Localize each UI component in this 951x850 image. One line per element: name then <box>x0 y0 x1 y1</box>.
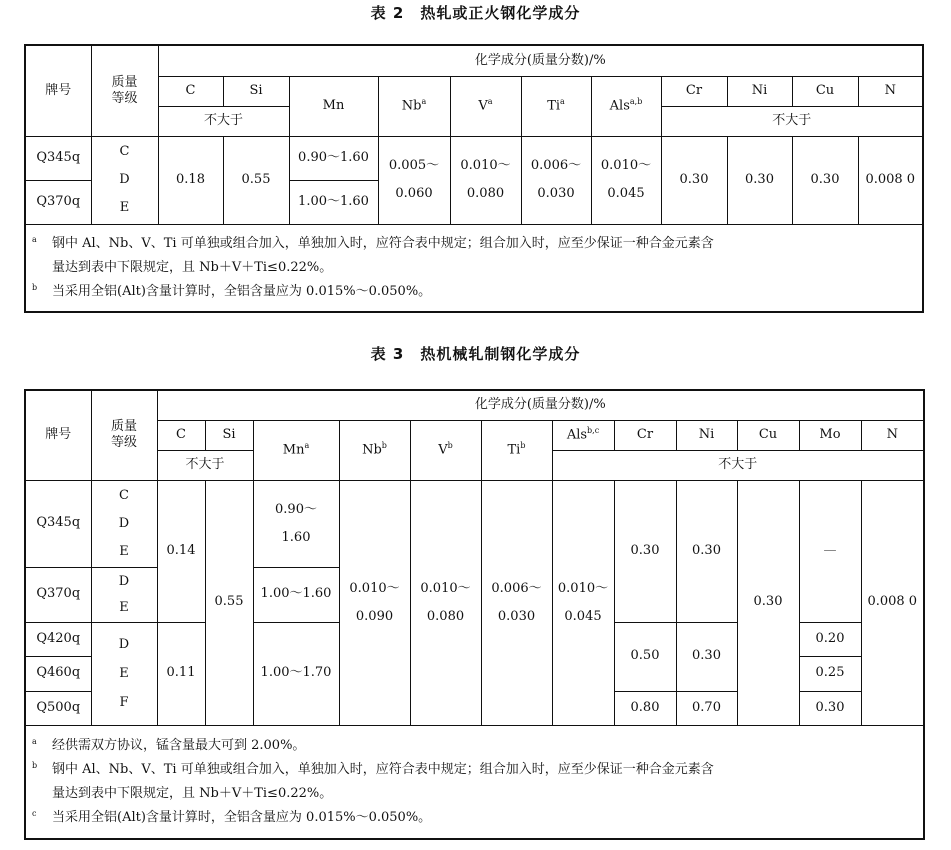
grade-header: 牌号 <box>25 390 91 480</box>
note-line: 量达到表中下限规定，且 Nb＋V＋Ti≤0.22%。 <box>52 785 333 801</box>
col-als: Als$^{b,c}$ <box>552 420 614 450</box>
value-cell: 0.30 <box>676 480 737 622</box>
grade-cell: Q500q <box>25 691 91 725</box>
value-cell: 0.20 <box>799 622 861 656</box>
col-ti: Ti$^a$ <box>521 76 591 136</box>
col-cu: Cu <box>737 420 799 450</box>
value-cell: 0.010～ 0.080 <box>410 480 481 725</box>
col-ti: Ti$^b$ <box>481 420 552 480</box>
value-cell: 0.30 <box>727 136 792 224</box>
value-cell: 0.010～ 0.045 <box>591 136 661 224</box>
value-cell: 0.30 <box>737 480 799 725</box>
not-more-label: 不大于 <box>661 106 923 136</box>
col-ni: Ni <box>727 76 792 106</box>
value-cell: 0.006～ 0.030 <box>481 480 552 725</box>
chem-header: 化学成分(质量分数)/% <box>157 390 924 420</box>
quality-header: 质量 等级 <box>91 390 157 480</box>
note-line: 当采用全铝(Alt)含量计算时，全铝含量应为 0.015%～0.050%。 <box>52 283 432 299</box>
value-cell: 0.80 <box>614 691 676 725</box>
note-mark: b <box>32 282 38 292</box>
not-more-label: 不大于 <box>158 106 289 136</box>
col-n: N <box>861 420 924 450</box>
value-cell: 0.010～ 0.045 <box>552 480 614 725</box>
not-more-label: 不大于 <box>552 450 924 480</box>
value-cell: 0.90～ 1.60 <box>253 480 339 567</box>
col-v: $V^b$ <box>410 420 481 480</box>
col-als: Als$^{a,b}$ <box>591 76 661 136</box>
col-c: C <box>157 420 205 450</box>
note-mark: a <box>32 234 37 244</box>
value-cell: 0.30 <box>661 136 727 224</box>
note-mark: a <box>32 736 37 746</box>
grade-header: 牌号 <box>25 45 91 136</box>
note-line: 钢中 Al、Nb、V、Ti 可单独或组合加入，单独加入时，应符合表中规定；组合加入时，应至少保证一种合金元素含 <box>52 761 714 777</box>
quality-cell: D E F <box>91 622 157 725</box>
grade-cell: Q460q <box>25 656 91 691</box>
note-mark: c <box>32 808 37 818</box>
value-cell: 0.010～ 0.090 <box>339 480 410 725</box>
col-si: Si <box>205 420 253 450</box>
col-n: N <box>858 76 923 106</box>
grade-cell: Q345q <box>25 480 91 567</box>
value-cell: 0.30 <box>614 480 676 622</box>
quality-cell: C D E <box>91 480 157 567</box>
col-nb: Nb$^b$ <box>339 420 410 480</box>
value-cell: — <box>799 480 861 622</box>
table2-notes <box>25 224 923 312</box>
table3-notes <box>25 725 924 839</box>
value-cell: 0.55 <box>205 480 253 725</box>
col-si: Si <box>223 76 289 106</box>
quality-header: 质量 等级 <box>91 45 158 136</box>
note-line: 量达到表中下限规定，且 Nb＋V＋Ti≤0.22%。 <box>52 259 333 275</box>
value-cell: 0.008 0 <box>858 136 923 224</box>
note-mark: b <box>32 760 38 770</box>
col-mo: Mo <box>799 420 861 450</box>
table2-title: 表 2 热轧或正火钢化学成分 <box>370 4 581 22</box>
note-line: 当采用全铝(Alt)含量计算时，全铝含量应为 0.015%～0.050%。 <box>52 809 432 825</box>
value-cell: 1.00～1.70 <box>253 622 339 725</box>
value-cell: 1.00～1.60 <box>289 180 378 224</box>
value-cell: 0.50 <box>614 622 676 691</box>
table2 <box>24 44 924 313</box>
value-cell: 0.18 <box>158 136 223 224</box>
col-c: C <box>158 76 223 106</box>
value-cell: 0.14 <box>157 480 205 622</box>
value-cell: 0.30 <box>676 622 737 691</box>
grade-cell: Q370q <box>25 567 91 622</box>
grade-cell: Q345q <box>25 136 91 180</box>
table3 <box>24 389 925 840</box>
quality-cell: C D E <box>91 136 158 224</box>
table3-title: 表 3 热机械轧制钢化学成分 <box>370 345 581 363</box>
col-v: $V^a$ <box>450 76 521 136</box>
value-cell: 0.005～ 0.060 <box>378 136 450 224</box>
col-cr: Cr <box>614 420 676 450</box>
value-cell: 1.00～1.60 <box>253 567 339 622</box>
value-cell: 0.90～1.60 <box>289 136 378 180</box>
quality-cell: D E <box>91 567 157 622</box>
note-line: 经供需双方协议，锰含量最大可到 2.00%。 <box>52 737 306 753</box>
value-cell: 0.30 <box>799 691 861 725</box>
col-cu: Cu <box>792 76 858 106</box>
col-cr: Cr <box>661 76 727 106</box>
value-cell: 0.30 <box>792 136 858 224</box>
value-cell: 0.55 <box>223 136 289 224</box>
col-mn: Mn$^a$ <box>253 420 339 480</box>
value-cell: 0.25 <box>799 656 861 691</box>
chem-header: 化学成分(质量分数)/% <box>158 45 923 76</box>
grade-cell: Q420q <box>25 622 91 656</box>
value-cell: 0.006～ 0.030 <box>521 136 591 224</box>
not-more-label: 不大于 <box>157 450 253 480</box>
value-cell: 0.010～ 0.080 <box>450 136 521 224</box>
value-cell: 0.11 <box>157 622 205 725</box>
grade-cell: Q370q <box>25 180 91 224</box>
col-nb: Nb$^a$ <box>378 76 450 136</box>
col-ni: Ni <box>676 420 737 450</box>
value-cell: 0.70 <box>676 691 737 725</box>
note-line: 钢中 Al、Nb、V、Ti 可单独或组合加入，单独加入时，应符合表中规定；组合加入时，应至少保证一种合金元素含 <box>52 235 714 251</box>
col-mn: Mn <box>289 76 378 136</box>
value-cell: 0.008 0 <box>861 480 924 725</box>
